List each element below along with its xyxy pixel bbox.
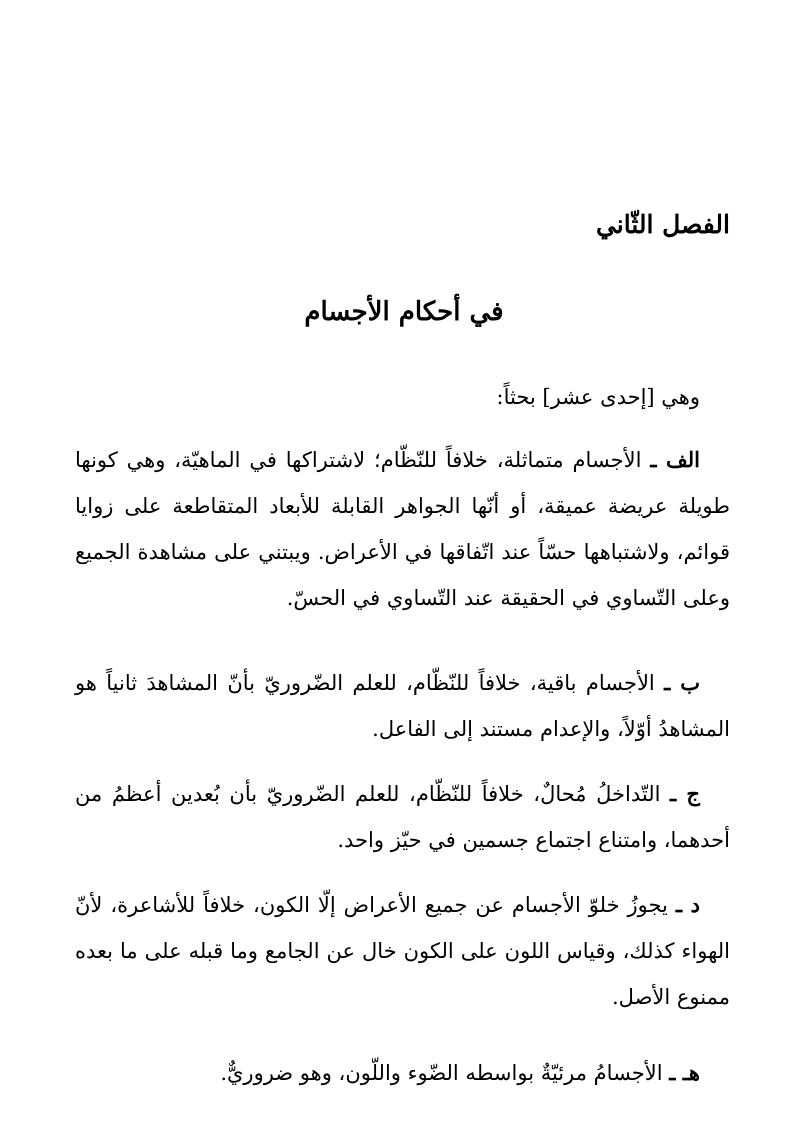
paragraph-label: د ـ — [675, 892, 700, 917]
paragraph-dal — [75, 882, 730, 1020]
chapter-title: الفصل الثّاني — [595, 210, 730, 239]
paragraph-text: يجوزُ خلوّ الأجسام عن جميع الأعراض إلّا الكون، خلافاً للأشاعرة، لأنّ الهواء كذلك، وقياس اللون على الكون خال عن الجامع وما قبله على ما بعده ممنوع الأصل. — [75, 893, 730, 1009]
paragraph-text: الأجسام باقية، خلافاً للنّظّام، للعلم الضّروريّ بأنّ المشاهدَ ثانياً هو المشاهدُ أوّلاً، والإعدام مستند إلى الفاعل. — [75, 671, 730, 741]
paragraph-label: الف ـ — [650, 447, 700, 472]
paragraph-text: التّداخلُ مُحالٌ، خلافاً للنّظّام، للعلم الضّروريّ بأن بُعدين أعظمُ من أحدهما، وامتناع اجتماع جسمين في حيّز واحد. — [75, 782, 730, 852]
paragraph-text: الأجسامُ مرئيّةٌ بواسطه الضّوء واللّون، وهو ضروريٌّ. — [220, 1061, 663, 1085]
paragraph-ba — [75, 660, 730, 752]
paragraph-label: هـ ـ — [669, 1060, 700, 1085]
paragraph-alef — [75, 437, 730, 621]
paragraph-jim — [75, 771, 730, 863]
paragraph-ha — [75, 1050, 730, 1096]
intro-line: وهي [إحدى عشر] بحثاً: — [496, 385, 700, 409]
paragraph-label: ب ـ — [664, 670, 701, 695]
section-title: في أحكام الأجسام — [304, 297, 504, 327]
paragraph-label: ج ـ — [670, 781, 700, 806]
paragraph-text: الأجسام متماثلة، خلافاً للنّظّام؛ لاشتراكها في الماهيّة، وهي كونها طويلة عريضة عميقة، أو أنّها الجواهر القابلة للأبعاد المتقاطعة على زوايا قوائم، ولاشتباهها حسّاً عند اتّفاقها في الأعراض. ويبتني على مشاهدة الجميع وعلى التّساوي في الحقيقة عند التّساوي في الحسّ. — [75, 448, 730, 610]
